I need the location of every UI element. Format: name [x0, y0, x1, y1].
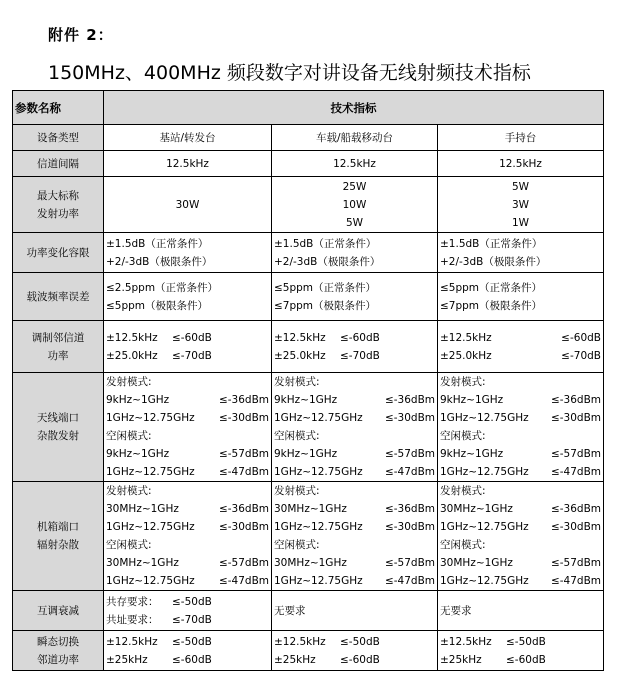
- freq-range: 30MHz~1GHz: [274, 503, 347, 515]
- row-label-freq-error: 载波频率误差: [13, 273, 104, 321]
- value-line: [106, 554, 269, 572]
- cell-intermod-handheld: 无要求: [438, 591, 604, 631]
- header-spec: 技术指标: [104, 91, 604, 125]
- label-line: 最大标称: [37, 189, 79, 202]
- value-line: [106, 518, 269, 536]
- document-title: 150MHz、400MHz 频段数字对讲设备无线射频技术指标: [48, 62, 531, 84]
- table-row: [13, 125, 604, 151]
- freq-offset: ±12.5kHz: [440, 635, 492, 648]
- value-line: [274, 633, 435, 651]
- label-line: 机箱端口: [37, 521, 79, 533]
- limit: ≤-30dBm: [550, 412, 601, 424]
- value-line: ≤2.5ppm（正常条件）: [106, 281, 219, 294]
- limit: ≤-50dB: [506, 635, 546, 648]
- value-line: +2/-3dB（极限条件）: [274, 255, 381, 268]
- limit: ≤-30dBm: [384, 521, 435, 533]
- value-line: [106, 633, 269, 651]
- value-line: [106, 463, 269, 481]
- row-label-power-tolerance: 功率变化容限: [13, 233, 104, 273]
- limit: ≤-36dBm: [384, 503, 435, 515]
- row-label-cabinet-spurious: [13, 482, 104, 591]
- value-line: [274, 518, 435, 536]
- value-line: [274, 463, 435, 481]
- value-line: [440, 445, 601, 463]
- value-line: [274, 572, 435, 590]
- limit: ≤-47dBm: [384, 575, 435, 587]
- limit: ≤-70dB: [172, 613, 212, 626]
- freq-offset: ±25.0kHz: [106, 349, 158, 362]
- limit: ≤-36dBm: [218, 394, 269, 406]
- cell-transient-vehicle: [272, 631, 438, 671]
- row-label-max-power: [13, 177, 104, 233]
- cell-device-type-base: 基站/转发台: [104, 125, 272, 151]
- freq-range: 30MHz~1GHz: [106, 557, 179, 569]
- row-label-channel-spacing: 信道间隔: [13, 151, 104, 177]
- limit: ≤-70dB: [172, 349, 212, 362]
- value-line: 1W: [511, 216, 530, 229]
- value-line: [106, 445, 269, 463]
- label-line: 功率: [47, 349, 69, 362]
- freq-range: 30MHz~1GHz: [106, 503, 179, 515]
- freq-range: 9kHz~1GHz: [106, 394, 170, 406]
- freq-offset: ±12.5kHz: [440, 331, 492, 344]
- freq-range: 30MHz~1GHz: [274, 557, 347, 569]
- value-line: [440, 463, 601, 481]
- value-line: ±1.5dB（正常条件）: [274, 237, 377, 250]
- cell-freq-error-vehicle: [272, 273, 438, 321]
- freq-range: 1GHz~12.75GHz: [274, 466, 363, 478]
- limit: ≤-70dB: [561, 349, 601, 362]
- row-label-intermod: 互调衰减: [13, 591, 104, 631]
- mode-label: 空闲模式:: [274, 539, 320, 551]
- mode-label: 发射模式:: [106, 376, 152, 388]
- value-line: [106, 347, 269, 365]
- limit: ≤-30dBm: [218, 412, 269, 424]
- cell-intermod-vehicle: 无要求: [272, 591, 438, 631]
- limit: ≤-47dBm: [550, 466, 601, 478]
- value-line: [106, 611, 269, 629]
- freq-offset: ±25kHz: [106, 653, 148, 666]
- requirement: 共存要求：: [106, 595, 159, 608]
- limit: ≤-57dBm: [550, 448, 601, 460]
- label-line: 发射功率: [37, 207, 79, 220]
- label-line: 调制邻信道: [31, 331, 85, 344]
- table-row: [13, 177, 604, 233]
- freq-offset: ±12.5kHz: [274, 331, 326, 344]
- cell-max-power-handheld: [438, 177, 604, 233]
- mode-label: 发射模式:: [440, 485, 486, 497]
- limit: ≤-36dBm: [384, 394, 435, 406]
- value-line: [440, 347, 601, 365]
- cell-cabinet-spurious-base: [104, 482, 272, 591]
- limit: ≤-60dB: [506, 653, 546, 666]
- value-line: 10W: [342, 198, 367, 211]
- freq-range: 30MHz~1GHz: [440, 503, 513, 515]
- mode-label: 发射模式:: [274, 376, 320, 388]
- value-line: ≤7ppm（极限条件）: [274, 299, 377, 312]
- cell-device-type-handheld: 手持台: [438, 125, 604, 151]
- cell-transient-handheld: [438, 631, 604, 671]
- freq-offset: ±25kHz: [440, 653, 482, 666]
- limit: ≤-36dBm: [550, 503, 601, 515]
- freq-range: 1GHz~12.75GHz: [106, 412, 195, 424]
- row-label-transient: [13, 631, 104, 671]
- value-line: [274, 445, 435, 463]
- limit: ≤-50dB: [172, 595, 212, 608]
- cell-max-power-vehicle: [272, 177, 438, 233]
- table-row: [13, 482, 604, 591]
- limit: ≤-70dB: [340, 349, 380, 362]
- value-line: 25W: [342, 180, 367, 193]
- value-line: [106, 500, 269, 518]
- label-line: 天线端口: [37, 412, 79, 424]
- cell-max-power-base: 30W: [104, 177, 272, 233]
- cell-channel-spacing-vehicle: 12.5kHz: [272, 151, 438, 177]
- value-line: [440, 633, 601, 651]
- cell-cabinet-spurious-handheld: [438, 482, 604, 591]
- value-line: [440, 554, 601, 572]
- cell-intermod-base: [104, 591, 272, 631]
- value-line: [440, 329, 601, 347]
- limit: ≤-60dB: [340, 653, 380, 666]
- mode-label: 空闲模式:: [440, 430, 486, 442]
- freq-range: 1GHz~12.75GHz: [274, 412, 363, 424]
- value-line: +2/-3dB（极限条件）: [440, 255, 547, 268]
- spec-table: [12, 90, 604, 671]
- value-line: [274, 329, 435, 347]
- limit: ≤-47dBm: [218, 466, 269, 478]
- limit: ≤-50dB: [340, 635, 380, 648]
- value-line: [106, 329, 269, 347]
- cell-channel-spacing-handheld: 12.5kHz: [438, 151, 604, 177]
- value-line: [440, 391, 601, 409]
- limit: ≤-47dBm: [550, 575, 601, 587]
- value-line: ≤5ppm（正常条件）: [440, 281, 543, 294]
- limit: ≤-57dBm: [218, 557, 269, 569]
- limit: ≤-50dB: [172, 635, 212, 648]
- limit: ≤-60dB: [172, 653, 212, 666]
- cell-device-type-vehicle: 车载/船载移动台: [272, 125, 438, 151]
- freq-offset: ±25.0kHz: [440, 349, 492, 362]
- label-line: 杂散发射: [37, 430, 79, 442]
- limit: ≤-47dBm: [218, 575, 269, 587]
- cell-antenna-spurious-vehicle: [272, 373, 438, 482]
- table-row: [13, 373, 604, 482]
- freq-offset: ±12.5kHz: [274, 635, 326, 648]
- table-row: [13, 233, 604, 273]
- freq-range: 1GHz~12.75GHz: [274, 521, 363, 533]
- freq-offset: ±25.0kHz: [274, 349, 326, 362]
- value-line: [274, 554, 435, 572]
- value-line: [274, 391, 435, 409]
- freq-range: 1GHz~12.75GHz: [440, 575, 529, 587]
- value-line: [106, 572, 269, 590]
- value-line: [440, 651, 601, 669]
- mode-label: 空闲模式:: [106, 430, 152, 442]
- freq-range: 9kHz~1GHz: [274, 394, 338, 406]
- label-line: 邻道功率: [37, 653, 79, 666]
- table-row: [13, 273, 604, 321]
- cell-antenna-spurious-handheld: [438, 373, 604, 482]
- table-header-row: [13, 91, 604, 125]
- cell-power-tolerance-vehicle: [272, 233, 438, 273]
- value-line: +2/-3dB（极限条件）: [106, 255, 213, 268]
- cell-transient-base: [104, 631, 272, 671]
- value-line: ≤5ppm（正常条件）: [274, 281, 377, 294]
- attachment-label: 附件 2：: [48, 26, 114, 44]
- limit: ≤-60dB: [340, 331, 380, 344]
- value-line: [440, 572, 601, 590]
- cell-channel-spacing-base: 12.5kHz: [104, 151, 272, 177]
- table-row: [13, 591, 604, 631]
- mode-label: 空闲模式:: [274, 430, 320, 442]
- value-line: [106, 391, 269, 409]
- limit: ≤-36dBm: [218, 503, 269, 515]
- freq-range: 1GHz~12.75GHz: [440, 412, 529, 424]
- freq-range: 1GHz~12.75GHz: [440, 466, 529, 478]
- requirement: 共址要求：: [106, 613, 159, 626]
- value-line: ±1.5dB（正常条件）: [106, 237, 209, 250]
- freq-range: 9kHz~1GHz: [274, 448, 338, 460]
- cell-cabinet-spurious-vehicle: [272, 482, 438, 591]
- limit: ≤-30dBm: [384, 412, 435, 424]
- mode-label: 空闲模式:: [106, 539, 152, 551]
- cell-acp-vehicle: [272, 321, 438, 373]
- mode-label: 发射模式:: [106, 485, 152, 497]
- value-line: ≤5ppm（极限条件）: [106, 299, 209, 312]
- table-row: [13, 321, 604, 373]
- row-label-antenna-spurious: [13, 373, 104, 482]
- cell-power-tolerance-handheld: [438, 233, 604, 273]
- freq-range: 1GHz~12.75GHz: [440, 521, 529, 533]
- value-line: [440, 518, 601, 536]
- freq-range: 9kHz~1GHz: [440, 394, 504, 406]
- value-line: [274, 409, 435, 427]
- cell-freq-error-handheld: [438, 273, 604, 321]
- cell-freq-error-base: [104, 273, 272, 321]
- freq-range: 1GHz~12.75GHz: [106, 521, 195, 533]
- value-line: [274, 500, 435, 518]
- freq-range: 1GHz~12.75GHz: [274, 575, 363, 587]
- cell-power-tolerance-base: [104, 233, 272, 273]
- value-line: 3W: [511, 198, 530, 211]
- cell-antenna-spurious-base: [104, 373, 272, 482]
- row-label-acp: [13, 321, 104, 373]
- freq-range: 1GHz~12.75GHz: [106, 466, 195, 478]
- mode-label: 发射模式:: [274, 485, 320, 497]
- table-row: [13, 631, 604, 671]
- limit: ≤-57dBm: [218, 448, 269, 460]
- label-line: 瞬态切换: [37, 635, 79, 648]
- table-row: [13, 151, 604, 177]
- limit: ≤-30dBm: [550, 521, 601, 533]
- value-line: [106, 593, 269, 611]
- limit: ≤-57dBm: [384, 448, 435, 460]
- value-line: [440, 409, 601, 427]
- value-line: ±1.5dB（正常条件）: [440, 237, 543, 250]
- value-line: [106, 651, 269, 669]
- value-line: [106, 409, 269, 427]
- mode-label: 发射模式:: [440, 376, 486, 388]
- limit: ≤-57dBm: [550, 557, 601, 569]
- header-param-name: 参数名称: [13, 91, 104, 125]
- freq-offset: ±25kHz: [274, 653, 316, 666]
- row-label-device-type: 设备类型: [13, 125, 104, 151]
- label-line: 辐射杂散: [37, 539, 79, 551]
- value-line: 5W: [345, 216, 364, 229]
- limit: ≤-30dBm: [218, 521, 269, 533]
- freq-range: 1GHz~12.75GHz: [106, 575, 195, 587]
- value-line: [274, 651, 435, 669]
- value-line: ≤7ppm（极限条件）: [440, 299, 543, 312]
- cell-acp-handheld: [438, 321, 604, 373]
- limit: ≤-47dBm: [384, 466, 435, 478]
- freq-offset: ±12.5kHz: [106, 635, 158, 648]
- freq-offset: ±12.5kHz: [106, 331, 158, 344]
- value-line: [440, 500, 601, 518]
- limit: ≤-60dB: [561, 331, 601, 344]
- cell-acp-base: [104, 321, 272, 373]
- limit: ≤-60dB: [172, 331, 212, 344]
- limit: ≤-57dBm: [384, 557, 435, 569]
- value-line: [274, 347, 435, 365]
- limit: ≤-36dBm: [550, 394, 601, 406]
- mode-label: 空闲模式:: [440, 539, 486, 551]
- freq-range: 30MHz~1GHz: [440, 557, 513, 569]
- freq-range: 9kHz~1GHz: [106, 448, 170, 460]
- freq-range: 9kHz~1GHz: [440, 448, 504, 460]
- value-line: 5W: [511, 180, 530, 193]
